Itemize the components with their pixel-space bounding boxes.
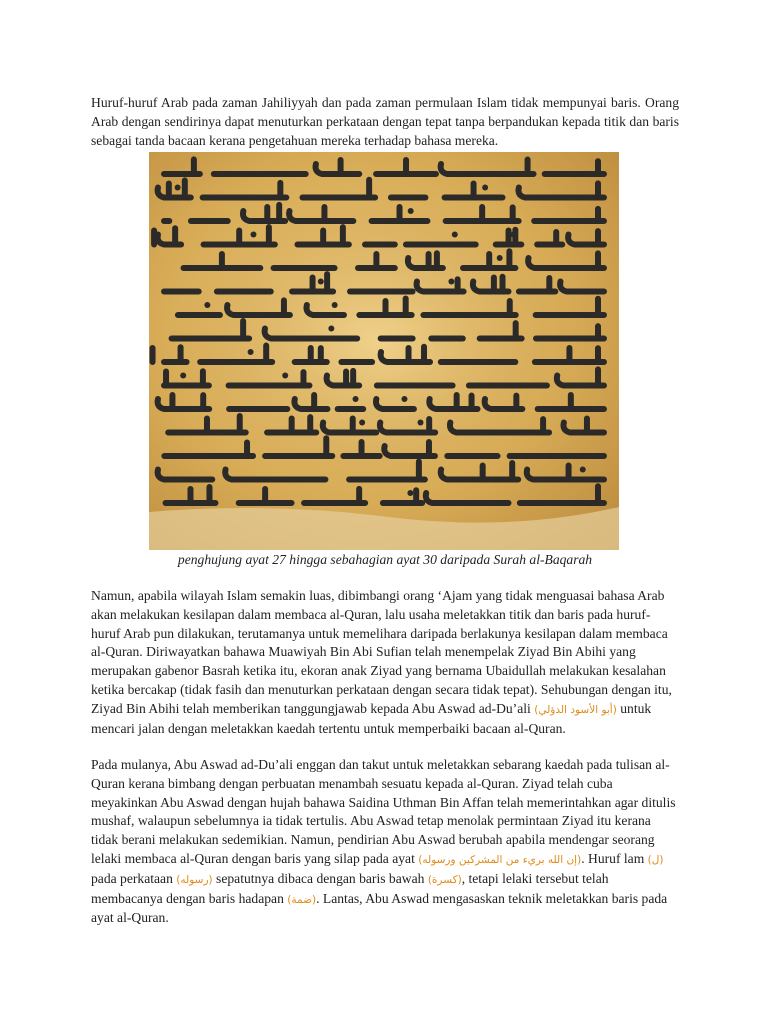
kufic-stroke <box>158 180 191 197</box>
kufic-dot <box>180 373 186 379</box>
arabic-name: (أبو الأسود الدؤلي) <box>534 703 617 716</box>
kufic-dot <box>448 279 454 285</box>
kufic-dot <box>332 302 338 308</box>
paragraph-text: , tetapi lelaki tersebut telah membacanya dengan baris hadapan <box>91 870 609 906</box>
kufic-dot <box>418 420 424 426</box>
kufic-dot <box>408 208 414 214</box>
kufic-stroke <box>304 489 365 503</box>
kufic-dot <box>482 185 488 191</box>
kufic-stroke <box>243 205 285 221</box>
paragraph-text: pada perkataan <box>91 870 173 886</box>
arabic-dammah: (ضمة) <box>287 893 317 906</box>
kufic-stroke <box>302 180 375 198</box>
kufic-dot <box>175 185 181 191</box>
kufic-stroke <box>560 282 604 292</box>
kufic-dot <box>407 490 413 496</box>
kufic-stroke <box>376 160 436 174</box>
kufic-dot <box>353 396 359 402</box>
paragraph-abu-aswad <box>91 756 679 928</box>
kufic-dot <box>511 232 517 238</box>
kufic-stroke <box>441 160 534 174</box>
kufic-stroke <box>545 161 604 174</box>
arabic-lam: (ل) <box>647 853 664 866</box>
intro-paragraph: Huruf-huruf Arab pada zaman Jahiliyyah dan pada zaman permulaan Islam tidak mempunyai baris. Orang Arab dengan sendirinya dapat menuturkan perkataan dengan tepat tanpa berpandukan kepada titik dan baris sebagai tanda bacaan kerana pengetahuan mereka terhadap bahasa mereka. <box>91 95 679 148</box>
arabic-verse: (إن الله بريء من المشركين ورسوله) <box>418 853 582 866</box>
kufic-dot <box>328 326 334 332</box>
kufic-dot <box>580 467 586 473</box>
paragraph-text: . Huruf lam <box>581 850 645 866</box>
arabic-word: (رسوله) <box>176 873 213 886</box>
kufic-dot <box>401 396 407 402</box>
paragraph-text: Namun, apabila wilayah Islam semakin luas, dibimbangi orang ‘Ajam yang tidak menguasai bahasa Arab akan melakukan kesilapan dalam membaca al-Quran, lalu usaha meletakkan titik dan baris pada huruf-huruf Arab pun dilakukan, terutamanya untuk memelihara daripada berlakunya kesilapan dalam membaca al-Quran. Diriwayatkan bahawa Muawiyah Bin Abi Sufian telah menempelak Ziyad Bin Abihi yang merupakan gabenor Basrah ketika itu, ekoran anak Ziyad yang bernama Ubaidullah melakukan kesalahan ketika bercakap (tidak fasih dan menuturkan perkataan dengan secara tidak tepat). Sehubungan dengan itu, Ziyad Bin Abihi telah memberikan tanggungjawab kepada Abu Aswad ad-Du’ali <box>91 588 672 716</box>
kufic-stroke <box>564 419 604 433</box>
kufic-stroke <box>316 160 360 174</box>
kufic-stroke <box>426 493 509 503</box>
kufic-stroke <box>239 489 292 503</box>
paragraph-text: sepatutnya dibaca dengan baris bawah <box>216 870 425 886</box>
kufic-dot <box>204 302 210 308</box>
kufic-stroke <box>154 228 181 244</box>
kufic-stroke <box>383 490 422 503</box>
kufic-stroke <box>537 232 562 245</box>
manuscript-image <box>149 152 619 550</box>
kufic-stroke <box>527 466 604 480</box>
kufic-dot <box>282 373 288 379</box>
kufic-stroke <box>158 395 210 409</box>
kufic-dot <box>497 255 503 261</box>
kufic-stroke <box>568 231 604 244</box>
paragraph-text: . Lantas, Abu Aswad mengasaskan teknik meletakkan baris pada ayat al-Quran. <box>91 890 668 926</box>
kufic-dot <box>250 232 256 238</box>
arabic-kasrah: (كسرة) <box>427 873 462 886</box>
kufic-stroke <box>445 184 503 198</box>
paragraph-text: Pada mulanya, Abu Aswad ad-Du’ali enggan dan takut untuk meletakkan sebarang kaedah pada tulisan al-Quran kerana bimbang dengan perbuatan menambah sesuatu kepada al-Quran. Ziyad telah cuba meyakinkan Abu Aswad dengan hujah bahawa Saidina Uthman Bin Affan telah memerintahkan agar ditulis mushaf, walaupun sebelumnya ia tidak tertulis. Abu Aswad tetap menolak permintaan Ziyad itu kerana tidak berani melakukan sedemikian. Namun, pendirian Abu Aswad berubah apabila mendengar seorang lelaki membaca al-Quran dengan baris yang silap pada ayat <box>91 757 676 866</box>
kufic-stroke <box>166 487 216 503</box>
kufic-stroke <box>203 183 287 198</box>
kufic-dot <box>248 349 254 355</box>
kufic-manuscript-drawing <box>149 152 619 550</box>
kufic-dot <box>318 279 324 285</box>
image-caption: penghujung ayat 27 hingga sebahagian ayat 30 daripada Surah al-Baqarah <box>177 552 593 567</box>
kufic-stroke <box>519 183 604 197</box>
kufic-stroke <box>158 470 213 480</box>
kufic-stroke <box>520 486 604 503</box>
paragraph-history <box>91 587 679 738</box>
kufic-stroke <box>164 159 200 174</box>
kufic-stroke <box>534 209 604 221</box>
paragraph-text-end: untuk mencari jalan dengan meletakkan kaedah tertentu untuk memperbaiki bacaan al-Quran. <box>91 700 652 736</box>
kufic-stroke <box>153 347 187 362</box>
kufic-dot <box>359 420 365 426</box>
kufic-dot <box>452 232 458 238</box>
